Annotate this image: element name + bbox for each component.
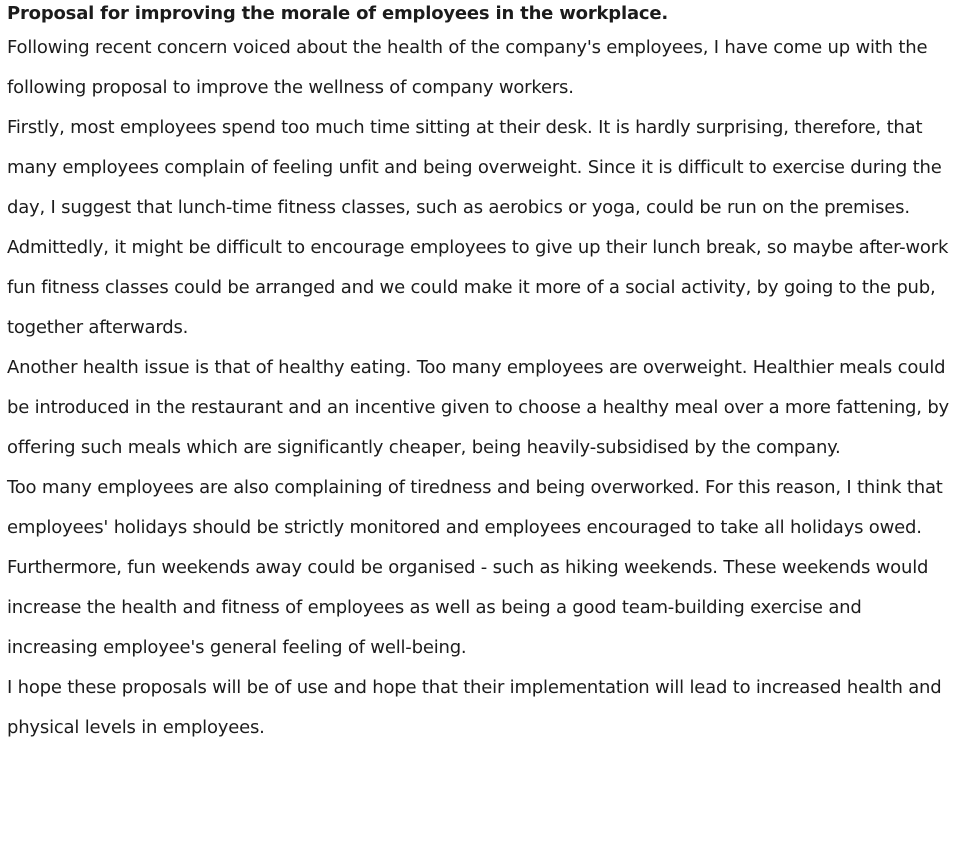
paragraph-fitness: Firstly, most employees spend too much time sitting at their desk. It is hardly surprising, therefore, that many employees complain of feeling unfit and being overweight. Since it is difficult to exercise during the day, I suggest that lunch-time fitness classes, such as aerobics or yoga, could be run on the premises. Admittedly, it might be difficult to encourage employees to give up their lunch break, so maybe after-work fun fitness classes could be arranged and we could make it more of a social activity, by going to the pub, together afterwards. (7, 117, 949, 338)
paragraph-eating: Another health issue is that of healthy eating. Too many employees are overweight. Healthier meals could be introduced in the restaurant and an incentive given to choose a healthy meal over a more fattening, by offering such meals which are significantly cheaper, being heavily-subsidised by the company. (7, 357, 949, 458)
paragraph-intro: Following recent concern voiced about the health of the company's employees, I have come up with the following proposal to improve the wellness of company workers. (7, 37, 928, 98)
paragraph-holidays: Too many employees are also complaining of tiredness and being overworked. For this reason, I think that employees' holidays should be strictly monitored and employees encouraged to take all holidays owed. Furthermore, fun weekends away could be organised - such as hiking weekends. These weekends would increase the health and fitness of employees as well as being a good team-building exercise and increasing employee's general feeling of well-being. (7, 477, 943, 658)
paragraph-conclusion: I hope these proposals will be of use and hope that their implementation will lead to increased health and physical levels in employees. (7, 677, 942, 738)
document-title: Proposal for improving the morale of employees in the workplace. (7, 3, 669, 24)
